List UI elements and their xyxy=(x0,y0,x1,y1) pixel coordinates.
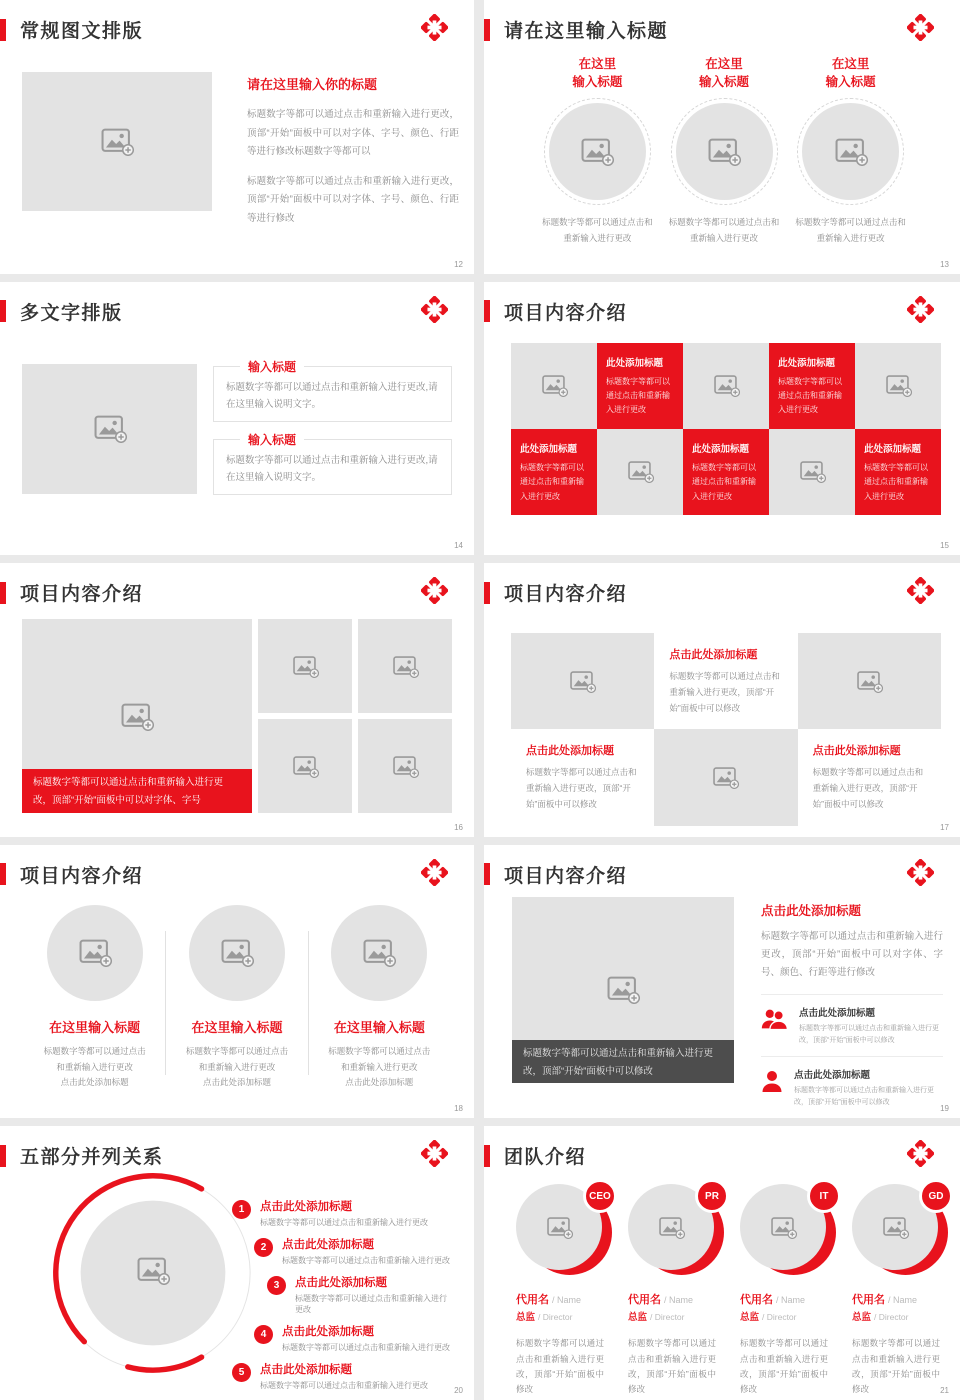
avatar xyxy=(516,1184,611,1276)
circle-diagram xyxy=(42,1162,264,1384)
image-placeholder-circle xyxy=(189,905,285,1001)
member-role-line: 总监 / Director xyxy=(740,1311,797,1323)
item-caption: 标题数字等都可以通过点击和重新输入进行更改 xyxy=(542,217,653,243)
slide-title-text: 项目内容介绍 xyxy=(20,865,144,887)
title-accent-bar xyxy=(0,863,6,885)
image-placeholder xyxy=(769,429,855,515)
member-text: 标题数字等都可以通过点击和重新输入进行更改，顶部“开始”面板中修改 xyxy=(740,1338,828,1395)
image-placeholder-icon xyxy=(392,655,419,678)
team-member-card xyxy=(740,1184,832,1400)
item-heading: 在这里 输入标题 xyxy=(825,57,876,89)
number-badge: 4 xyxy=(254,1325,273,1344)
item-heading: 点击此处添加标题 xyxy=(260,1201,352,1214)
slide-title xyxy=(0,16,143,43)
image-placeholder-icon xyxy=(580,137,614,166)
slide-12[interactable] xyxy=(0,0,474,274)
item-heading: 在这里 输入标题 xyxy=(572,57,623,89)
cell-text: 标题数字等都可以通过点击和重新输入进行更改 xyxy=(692,462,756,501)
image-placeholder-icon xyxy=(606,975,640,1004)
image-placeholder-icon xyxy=(834,137,868,166)
item-text: 标题数字等都可以通过点击和重新输入进行更改 xyxy=(295,1294,447,1315)
text-cell xyxy=(511,729,654,825)
page-number: 17 xyxy=(940,822,949,832)
cell-text: 标题数字等都可以通过点击和重新输入进行更改，顶部“开始”面板中可以修改 xyxy=(812,767,924,809)
member-name-line: 代用名 / Name xyxy=(852,1294,918,1307)
item-heading: 点击此处添加标题 xyxy=(295,1277,387,1290)
role-badge: CEO xyxy=(583,1179,617,1213)
number-badge: 5 xyxy=(232,1363,251,1382)
item-text: 标题数字等都可以通过点击和重新输入进行更改 xyxy=(282,1343,450,1353)
slide-title-text: 项目内容介绍 xyxy=(504,584,628,606)
team-member-card xyxy=(628,1184,720,1400)
member-role-line: 总监 / Director xyxy=(852,1311,909,1323)
avatar xyxy=(628,1184,720,1276)
red-cross-logo-icon xyxy=(907,859,934,886)
circle-items-row xyxy=(24,905,450,1091)
image-placeholder xyxy=(654,729,797,825)
slide-16[interactable] xyxy=(0,563,474,837)
text-cell xyxy=(511,429,597,515)
item-heading: 点击此处添加标题 xyxy=(282,1239,374,1252)
box-text: 标题数字等都可以通过点击和重新输入进行更改,请在这里输入说明文字。 xyxy=(226,381,438,411)
section-heading: 点击此处添加标题 xyxy=(761,903,862,918)
feature-item xyxy=(761,1056,943,1118)
item-caption: 标题数字等都可以通过点击和重新输入进行更改 xyxy=(795,217,906,243)
text-cell xyxy=(597,343,683,429)
number-badge: 1 xyxy=(232,1200,251,1219)
title-accent-bar xyxy=(484,1145,490,1167)
slide-18[interactable] xyxy=(0,845,474,1119)
image-placeholder-icon xyxy=(799,460,826,483)
item-heading: 在这里输入标题 xyxy=(333,1019,425,1035)
title-accent-bar xyxy=(484,300,490,322)
item-caption: 标题数字等都可以通过点击和重新输入进行更改 点击此处添加标题 xyxy=(43,1045,146,1088)
red-cross-logo-icon xyxy=(421,859,448,886)
feature-texts xyxy=(799,1005,943,1047)
number-badge: 2 xyxy=(254,1238,273,1257)
cell-text: 标题数字等都可以通过点击和重新输入进行更改 xyxy=(864,462,928,501)
slide-title xyxy=(0,1142,164,1169)
text-cell xyxy=(798,729,941,825)
red-caption-bar: 标题数字等都可以通过点击和重新输入进行更改，顶部“开始”面板中可以对字体、字号 xyxy=(22,769,252,813)
title-accent-bar xyxy=(484,582,490,604)
image-placeholder-icon xyxy=(93,414,127,443)
page-number: 18 xyxy=(454,1104,463,1114)
red-cross-logo-icon xyxy=(907,14,934,41)
image-placeholder-icon xyxy=(770,1216,797,1239)
image-placeholder-icon xyxy=(100,127,134,156)
image-placeholder-icon xyxy=(658,1216,685,1239)
page-number: 21 xyxy=(940,1386,949,1395)
image-placeholder-icon xyxy=(220,938,254,967)
image-placeholder-circle xyxy=(549,103,646,200)
text-cell xyxy=(855,429,941,515)
image-placeholder xyxy=(511,633,654,729)
image-placeholder xyxy=(22,364,197,494)
slide-19[interactable] xyxy=(484,845,960,1119)
cell-text: 标题数字等都可以通过点击和重新输入进行更改 xyxy=(520,462,584,501)
page-number: 15 xyxy=(940,541,949,551)
body-paragraph: 标题数字等都可以通过点击和重新输入进行更改，顶部“开始”面板中可以对字体、字号、颜色、行距等进行修改 xyxy=(761,930,943,978)
number-badge: 3 xyxy=(267,1276,286,1295)
dashed-ring xyxy=(671,98,778,205)
slide-title xyxy=(484,579,627,606)
slide-title-text: 项目内容介绍 xyxy=(20,584,144,606)
numbered-item xyxy=(267,1274,450,1315)
dashed-ring xyxy=(797,98,904,205)
box-text: 标题数字等都可以通过点击和重新输入进行更改,请在这里输入说明文字。 xyxy=(226,454,438,484)
image-placeholder-circle xyxy=(331,905,427,1001)
title-accent-bar xyxy=(0,582,6,604)
item-heading: 在这里输入标题 xyxy=(191,1019,283,1035)
feature-heading: 点击此处添加标题 xyxy=(799,1007,876,1019)
slide-14[interactable] xyxy=(0,282,474,556)
image-placeholder-icon xyxy=(362,938,396,967)
circle-item xyxy=(166,905,307,1091)
numbered-item xyxy=(232,1198,450,1228)
red-cross-logo-icon xyxy=(907,296,934,323)
numbered-item xyxy=(232,1361,450,1391)
image-placeholder-icon xyxy=(541,374,568,397)
cell-heading: 点击此处添加标题 xyxy=(526,745,614,758)
image-placeholder xyxy=(258,619,352,713)
image-placeholder-icon xyxy=(627,460,654,483)
item-heading: 在这里 输入标题 xyxy=(699,57,750,89)
role-badge: IT xyxy=(807,1179,841,1213)
cell-text: 标题数字等都可以通过点击和重新输入进行更改 xyxy=(778,376,842,415)
numbered-list xyxy=(232,1198,450,1399)
image-placeholder-icon xyxy=(292,755,319,778)
numbered-item xyxy=(254,1323,450,1353)
role-badge: GD xyxy=(919,1179,953,1213)
image-placeholder-icon xyxy=(712,766,739,789)
red-cross-logo-icon xyxy=(421,1140,448,1167)
checkerboard-grid xyxy=(511,343,941,513)
cell-heading: 此处添加标题 xyxy=(692,443,750,455)
image-placeholder-icon xyxy=(885,374,912,397)
slide-title xyxy=(0,861,143,888)
slide-title xyxy=(484,16,668,43)
title-accent-bar xyxy=(0,19,6,41)
feature-texts xyxy=(794,1067,943,1109)
dashed-ring xyxy=(544,98,651,205)
text-column xyxy=(247,74,459,239)
image-placeholder xyxy=(798,633,941,729)
alternating-grid xyxy=(511,633,941,809)
slide-title xyxy=(0,579,143,606)
slide-title xyxy=(0,298,123,325)
cell-text: 标题数字等都可以通过点击和重新输入进行更改，顶部“开始”面板中可以修改 xyxy=(669,671,780,713)
title-accent-bar xyxy=(484,19,490,41)
member-role-line: 总监 / Director xyxy=(516,1311,573,1323)
image-placeholder-icon xyxy=(78,938,112,967)
title-accent-bar xyxy=(0,1145,6,1167)
image-grid xyxy=(258,619,452,813)
slide-title-text: 五部分并列关系 xyxy=(20,1147,164,1169)
box-heading: 输入标题 xyxy=(240,358,304,375)
image-placeholder-icon xyxy=(392,755,419,778)
text-box xyxy=(213,359,452,422)
circle-item xyxy=(309,905,450,1091)
member-text: 标题数字等都可以通过点击和重新输入进行更改，顶部“开始”面板中修改 xyxy=(852,1338,940,1395)
team-member-card xyxy=(852,1184,944,1400)
feature-item xyxy=(761,994,943,1056)
circle-items-row xyxy=(534,56,914,255)
dark-caption-bar: 标题数字等都可以通过点击和重新输入进行更改，顶部“开始”面板中可以修改 xyxy=(512,1040,734,1083)
circle-item xyxy=(661,56,788,255)
member-name-line: 代用名 / Name xyxy=(628,1294,694,1307)
page-number: 14 xyxy=(454,541,463,551)
image-placeholder-icon xyxy=(707,137,741,166)
slide-15[interactable] xyxy=(484,282,960,556)
image-placeholder-icon xyxy=(120,702,154,731)
item-heading: 点击此处添加标题 xyxy=(260,1364,352,1377)
image-placeholder-icon xyxy=(546,1216,573,1239)
team-members-row xyxy=(516,1184,944,1400)
feature-text: 标题数字等都可以通过点击和重新输入进行更改，顶部“开始”面板中可以修改 xyxy=(799,1024,939,1044)
cell-text: 标题数字等都可以通过点击和重新输入进行更改，顶部“开始”面板中可以修改 xyxy=(526,767,637,809)
red-cross-logo-icon xyxy=(907,1140,934,1167)
item-text: 标题数字等都可以通过点击和重新输入进行更改 xyxy=(260,1218,428,1228)
image-placeholder-icon xyxy=(882,1216,909,1239)
feature-text: 标题数字等都可以通过点击和重新输入进行更改，顶部“开始”面板中可以修改 xyxy=(794,1086,934,1106)
slide-17[interactable] xyxy=(484,563,960,837)
slide-13[interactable] xyxy=(484,0,960,274)
member-name-line: 代用名 / Name xyxy=(516,1294,582,1307)
red-cross-logo-icon xyxy=(421,296,448,323)
cell-heading: 此处添加标题 xyxy=(778,357,836,369)
title-accent-bar xyxy=(484,863,490,885)
image-placeholder-icon xyxy=(136,1256,170,1290)
feature-heading: 点击此处添加标题 xyxy=(794,1069,871,1081)
image-placeholder-circle xyxy=(47,905,143,1001)
slide-title-text: 项目内容介绍 xyxy=(504,865,628,887)
member-text: 标题数字等都可以通过点击和重新输入进行更改，顶部“开始”面板中修改 xyxy=(628,1338,716,1395)
image-placeholder xyxy=(855,343,941,429)
box-heading: 输入标题 xyxy=(240,431,304,448)
avatar xyxy=(852,1184,944,1276)
image-placeholder-icon xyxy=(292,655,319,678)
slide-title-text: 多文字排版 xyxy=(20,302,123,324)
text-cell xyxy=(654,633,797,729)
item-caption: 标题数字等都可以通过点击和重新输入进行更改 点击此处添加标题 xyxy=(185,1045,288,1088)
item-text: 标题数字等都可以通过点击和重新输入进行更改 xyxy=(260,1381,428,1391)
item-text: 标题数字等都可以通过点击和重新输入进行更改 xyxy=(282,1256,450,1266)
cell-text: 标题数字等都可以通过点击和重新输入进行更改 xyxy=(606,376,670,415)
cell-heading: 此处添加标题 xyxy=(606,357,664,369)
section-heading: 请在这里输入你的标题 xyxy=(247,77,378,92)
image-placeholder-icon xyxy=(713,374,740,397)
page-number: 20 xyxy=(454,1386,463,1395)
title-accent-bar xyxy=(0,300,6,322)
item-caption: 标题数字等都可以通过点击和重新输入进行更改 xyxy=(668,217,780,243)
slide-21[interactable] xyxy=(484,1126,960,1400)
text-box xyxy=(213,432,452,495)
team-member-card xyxy=(516,1184,611,1400)
body-paragraph: 标题数字等都可以通过点击和重新输入进行更改，顶部“开始”面板中可以对字体、字号、颜色、行距等进行修改 xyxy=(247,175,459,224)
member-text: 标题数字等都可以通过点击和重新输入进行更改，顶部“开始”面板中修改 xyxy=(516,1338,604,1395)
users-icon xyxy=(761,1007,788,1030)
user-icon xyxy=(761,1069,783,1093)
role-badge: PR xyxy=(695,1179,729,1213)
circle-item xyxy=(24,905,165,1091)
image-placeholder-icon xyxy=(856,670,883,693)
red-cross-logo-icon xyxy=(421,577,448,604)
member-role-line: 总监 / Director xyxy=(628,1311,685,1323)
slide-title xyxy=(484,861,627,888)
cell-heading: 点击此处添加标题 xyxy=(812,745,901,758)
image-placeholder-icon xyxy=(569,670,596,693)
slide-title xyxy=(484,1142,586,1169)
body-paragraph: 标题数字等都可以通过点击和重新输入进行更改，顶部“开始”面板中可以对字体、字号、颜色、行距等进行修改标题数字等都可以 xyxy=(247,109,459,158)
text-cell xyxy=(683,429,769,515)
cell-heading: 此处添加标题 xyxy=(520,443,578,455)
cell-heading: 点击此处添加标题 xyxy=(669,649,758,662)
page-number: 13 xyxy=(940,259,949,269)
image-placeholder xyxy=(358,619,452,713)
member-name-line: 代用名 / Name xyxy=(740,1294,806,1307)
image-placeholder xyxy=(358,719,452,813)
slide-title-text: 团队介绍 xyxy=(504,1147,587,1169)
text-column xyxy=(761,901,943,1118)
text-cell xyxy=(769,343,855,429)
image-placeholder xyxy=(22,72,212,211)
slide-title-text: 项目内容介绍 xyxy=(504,302,628,324)
image-placeholder xyxy=(258,719,352,813)
circle-item xyxy=(534,56,661,255)
item-heading: 在这里输入标题 xyxy=(49,1019,141,1035)
circle-item xyxy=(787,56,914,255)
cell-heading: 此处添加标题 xyxy=(864,443,922,455)
avatar xyxy=(740,1184,832,1276)
item-caption: 标题数字等都可以通过点击和重新输入进行更改 点击此处添加标题 xyxy=(328,1045,431,1088)
slide-title xyxy=(484,298,627,325)
page-number: 19 xyxy=(940,1104,949,1114)
image-placeholder xyxy=(597,429,683,515)
numbered-item xyxy=(254,1236,450,1266)
slide-title-text: 请在这里输入标题 xyxy=(504,21,669,42)
slide-title-text: 常规图文排版 xyxy=(20,21,144,42)
item-heading: 点击此处添加标题 xyxy=(282,1326,374,1339)
image-placeholder xyxy=(683,343,769,429)
image-placeholder-circle xyxy=(676,103,773,200)
page-number: 12 xyxy=(454,259,463,269)
red-cross-logo-icon xyxy=(421,14,448,41)
page-number: 16 xyxy=(454,822,463,832)
image-placeholder xyxy=(511,343,597,429)
image-placeholder-circle xyxy=(802,103,899,200)
slide-20[interactable] xyxy=(0,1126,474,1400)
red-cross-logo-icon xyxy=(907,577,934,604)
